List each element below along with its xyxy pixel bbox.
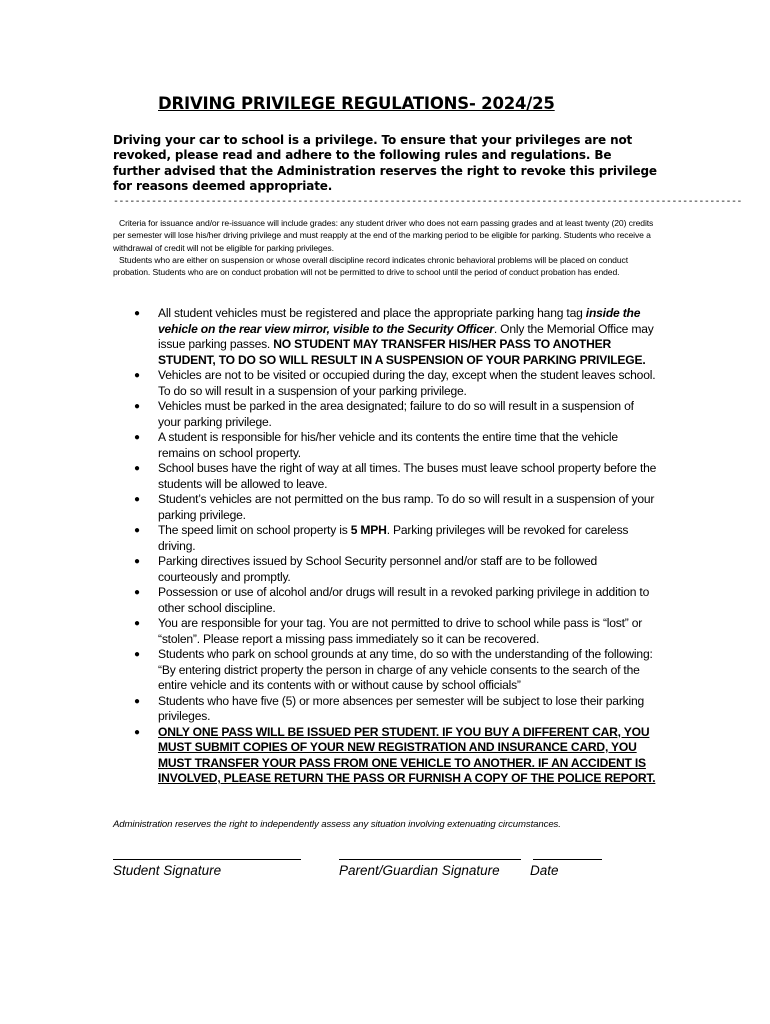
rule-text: You are responsible for your tag. You are not permitted to drive to school while pass is “lost” or “stolen”. Please report a missing pass immediately so it can be recovered. — [158, 616, 643, 646]
bullet-icon: ● — [134, 556, 140, 567]
rule-warning: ONLY ONE PASS WILL BE ISSUED PER STUDENT. IF YOU BUY A DIFFERENT CAR, YOU MUST SUBMIT COPIES OF YOUR NEW REGISTRATION AND INSURANCE CARD, YOU MUST TRANSFER YOUR PASS FROM ONE VEHICLE TO ANOTHER. IF AN ACCIDENT IS INVOLVED, PLEASE RETURN THE PASS OR FURNISH A COPY OF THE POLICE REPORT. — [158, 724, 656, 785]
criteria-section — [113, 217, 658, 278]
parent-signature-line — [339, 859, 521, 860]
rule-item — [134, 461, 659, 492]
rule-text: Vehicles are not to be visited or occupied during the day, except when the student leaves school. To do so will result in a suspension of your parking privilege. — [158, 368, 656, 398]
speed-limit-value: 5 MPH — [350, 523, 387, 537]
rule-text: Student’s vehicles are not permitted on the bus ramp. To do so will result in a suspension of your parking privilege. — [158, 492, 655, 522]
rule-item — [134, 585, 659, 616]
administration-note: Administration reserves the right to independently assess any situation involving extenuating circumstances. — [113, 819, 561, 830]
rule-item — [134, 694, 659, 725]
rule-item — [134, 368, 659, 399]
bullet-icon: ● — [134, 726, 140, 738]
bullet-icon: ● — [134, 432, 140, 443]
bullet-icon: ● — [134, 618, 140, 629]
rule-text: Students who have five (5) or more absences per semester will be subject to lose their parking privileges. — [158, 693, 645, 723]
rule-item — [134, 523, 659, 554]
rule-text: The speed limit on school property is — [158, 523, 351, 537]
rule-text: School buses have the right of way at all times. The buses must leave school property before the students will be allowed to leave. — [158, 461, 657, 491]
page-title: DRIVING PRIVILEGE REGULATIONS- 2024/25 — [158, 94, 555, 113]
rule-emphasis: inside the vehicle on the rear view mirror, visible to the Security Officer — [158, 306, 641, 336]
rule-text: A student is responsible for his/her vehicle and its contents the entire time that the vehicle remains on school property. — [158, 430, 618, 460]
separator-line: -------------------------------------------------------------------------------------------------------------------- — [113, 196, 742, 207]
rule-text: Students who park on school grounds at any time, do so with the understanding of the following: “By entering district property the person in charge of any vehicle consents to the search of the entire vehicle and its contents with or without cause by school officials” — [158, 647, 653, 692]
bullet-icon: ● — [134, 695, 140, 707]
rule-text: . Only the Memorial Office may issue parking passes. — [158, 321, 654, 351]
student-signature-line — [113, 859, 301, 860]
criteria-paragraph-conduct: Students who are either on suspension or whose overall discipline record indicates chronic behavioral problems will be placed on conduct probation. Students who are on conduct probation will not be permitted to drive to school until the period of conduct probation has ended. — [113, 254, 629, 278]
bullet-icon: ● — [134, 494, 140, 505]
bullet-icon: ● — [134, 463, 140, 474]
date-line — [533, 859, 602, 860]
rule-item — [134, 616, 659, 647]
criteria-paragraph-grades: Criteria for issuance and/or re-issuance will include grades: any student driver who does not earn passing grades and at least twenty (20) credits per semester will lose his/her driving privilege and must reapply at the end of the marking period to be eligible for parking. Students who receive a withdrawal of credit will not be eligible for parking privileges. — [113, 218, 654, 253]
rule-text: Parking directives issued by School Security personnel and/or staff are to be followed courteously and promptly. — [158, 554, 598, 584]
rules-list — [134, 306, 659, 787]
bullet-icon: ● — [134, 587, 140, 598]
rule-warning: NO STUDENT MAY TRANSFER HIS/HER PASS TO ANOTHER STUDENT, TO DO SO WILL RESULT IN A SUSPENSION OF YOUR PARKING PRIVILEGE. — [158, 337, 646, 367]
rule-text: Vehicles must be parked in the area designated; failure to do so will result in a suspension of your parking privilege. — [158, 399, 634, 429]
bullet-icon: ● — [134, 649, 140, 660]
rule-text: All student vehicles must be registered and place the appropriate parking hang tag — [158, 306, 586, 320]
date-label: Date — [530, 863, 559, 878]
parent-signature-label: Parent/Guardian Signature — [339, 863, 500, 878]
rule-item — [134, 399, 659, 430]
rule-item — [134, 430, 659, 461]
bullet-icon: ● — [134, 370, 140, 381]
rule-item — [134, 647, 659, 694]
bullet-icon: ● — [134, 401, 140, 412]
rule-item — [134, 306, 659, 368]
intro-paragraph: Driving your car to school is a privilege. To ensure that your privileges are not revoked, please read and adhere to the following rules and regulations. Be further advised that the Administration reserves the right to revoke this privilege for reasons deemed appropriate. — [113, 133, 657, 193]
bullet-icon: ● — [134, 308, 140, 319]
rule-text: . Parking privileges will be revoked for careless driving. — [158, 523, 629, 553]
bullet-icon: ● — [134, 525, 140, 536]
rule-item — [134, 725, 659, 787]
rule-text: Possession or use of alcohol and/or drugs will result in a revoked parking privilege in addition to other school discipline. — [158, 585, 650, 615]
student-signature-label: Student Signature — [113, 863, 222, 878]
rule-item — [134, 492, 659, 523]
rule-item — [134, 554, 659, 585]
